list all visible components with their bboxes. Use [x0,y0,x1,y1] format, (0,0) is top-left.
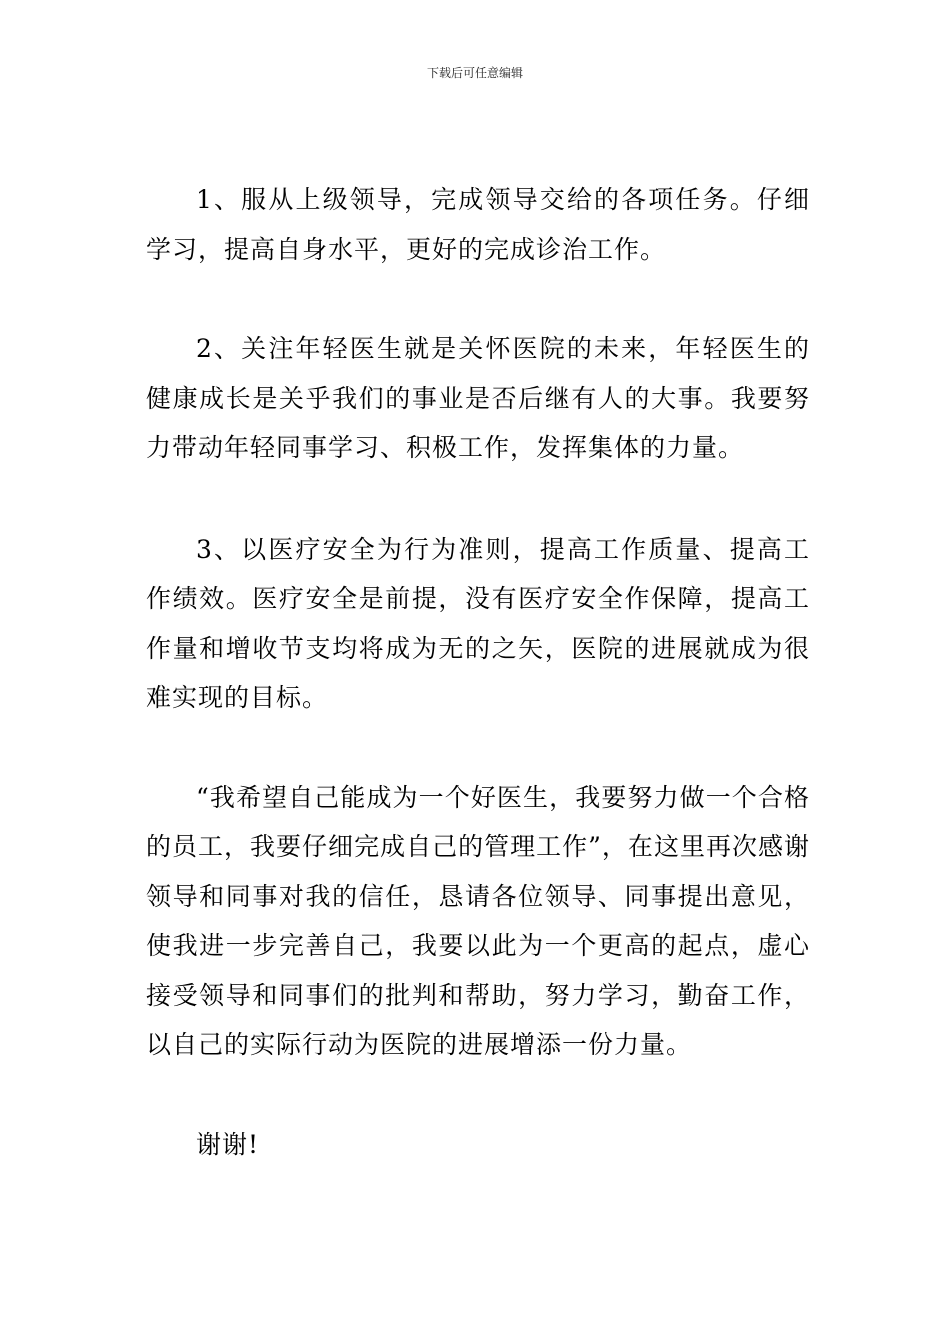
paragraph-2: 2、关注年轻医生就是关怀医院的未来，年轻医生的健康成长是关乎我们的事业是否后继有人的大事。我要努力带动年轻同事学习、积极工作，发挥集体的力量。 [146,334,810,462]
paragraph-3: 3、以医疗安全为行为准则，提高工作质量、提高工作绩效。医疗安全是前提，没有医疗安全作保障，提高工作量和增收节支均将成为无的之矢，医院的进展就成为很难实现的目标。 [146,534,810,712]
document-body [146,175,810,1169]
closing-thanks: 谢谢! [196,1129,260,1159]
page-header: 下载后可任意编辑 [426,66,523,80]
paragraph-1: 1、服从上级领导，完成领导交给的各项任务。仔细学习，提高自身水平，更好的完成诊治工作。 [146,185,810,264]
paragraph-4: “我希望自己能成为一个好医生，我要努力做一个合格的员工，我要仔细完成自己的管理工作”，在这里再次感谢领导和同事对我的信任，恳请各位领导、同事提出意见，使我进一步完善自己，我要以此为一个更高的起点，虚心接受领导和同事们的批判和帮助，努力学习，勤奋工作，以自己的实际行动为医院的进展增添一份力量。 [146,782,810,1059]
